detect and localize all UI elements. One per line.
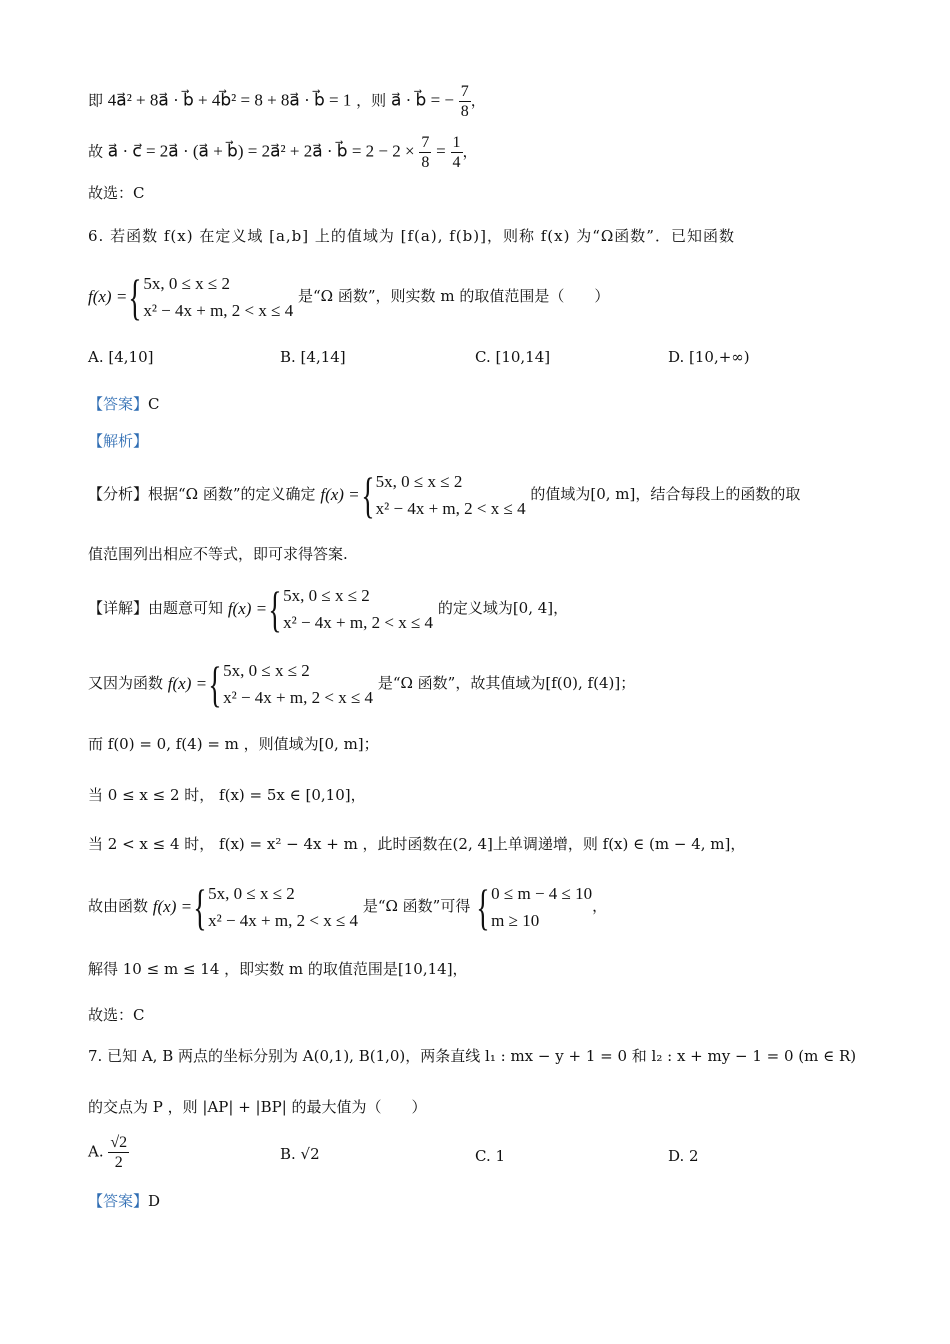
piece-a: 5x, 0 ≤ x ≤ 2	[143, 274, 230, 293]
inequality-system: { 0 ≤ m − 4 ≤ 10 m ≥ 10	[476, 879, 593, 935]
xiangjie-tail: 的定义域为[0, 4]，	[437, 599, 569, 617]
q7-option-a	[88, 1133, 129, 1172]
system-a: 0 ≤ m − 4 ≤ 10	[491, 884, 593, 903]
detail-line-6: 故由函数 f(x) = { 5x, 0 ≤ x ≤ 2 x² − 4x + m, 2 < x ≤ 4 是“Ω 函数”可得 { 0 ≤ m − 4 ≤ 10 m ≥ 10 ，	[88, 879, 608, 935]
piecewise-function: f(x) = { 5x, 0 ≤ x ≤ 2 x² − 4x + m, 2 < x ≤ 4	[152, 879, 359, 935]
piece-b: x² − 4x + m, 2 < x ≤ 4	[283, 613, 434, 632]
answer-select-1: 故选：C	[88, 184, 145, 202]
frac-den: 8	[421, 154, 430, 171]
answer-tag: 【答案】	[88, 1192, 149, 1210]
answer-7	[88, 1190, 160, 1211]
detail-line-5: 当 2 < x ≤ 4 时， f(x) = x² − 4x + m ，此时函数在(2, 4]上单调递增，则 f(x) ∈ (m − 4, m]，	[88, 835, 746, 853]
system-b: m ≥ 10	[491, 911, 540, 930]
vector-equation-1: 4a⃗² + 8a⃗ · b⃗ + 4b⃗² = 8 + 8a⃗ · b⃗ = 1	[107, 90, 352, 110]
fraction-sqrt2-2	[108, 1133, 129, 1172]
guyou-mid: 是“Ω 函数”可得	[362, 897, 471, 915]
detail-line-1	[88, 582, 568, 636]
question-6-tail: 是“Ω 函数”，则实数 m 的取值范围是（ ）	[298, 287, 610, 305]
frac-num: 7	[421, 134, 430, 151]
question-6-line-2	[88, 270, 609, 324]
vector-equation-2: a⃗ · c⃗ = 2a⃗ · (a⃗ + b⃗) = 2a⃗² + 2a⃗ · b⃗ = 2 − 2 ×	[107, 141, 415, 161]
piecewise-function: f(x) = { 5x, 0 ≤ x ≤ 2 x² − 4x + m, 2 < x ≤ 4	[88, 269, 294, 325]
q6-option-b: B. [4,14]	[280, 348, 346, 366]
frac-num: √2	[110, 1134, 128, 1151]
piece-a: 5x, 0 ≤ x ≤ 2	[283, 586, 370, 605]
function-label: f(x) =	[227, 599, 268, 618]
question-7-line-1: 7. 已知 A, B 两点的坐标分别为 A(0,1), B(1,0)，两条直线 l₁ : mx − y + 1 = 0 和 l₂ : x + my − 1 = 0 (m ∈ R)	[88, 1047, 857, 1065]
question-6-line-1: 6. 若函数 f(x) 在定义域 [a,b] 上的值域为 [f(a), f(b)]，则称 f(x) 为“Ω函数”．已知函数	[88, 227, 735, 245]
q6-option-a: A. [4,10]	[88, 348, 154, 366]
function-label: f(x) =	[167, 674, 208, 693]
frac-num: 1	[452, 134, 461, 151]
piece-b: x² − 4x + m, 2 < x ≤ 4	[223, 688, 374, 707]
q6-option-d: D. [10,+∞)	[668, 348, 750, 366]
function-label: f(x) =	[152, 897, 193, 916]
frac-den: 2	[114, 1154, 123, 1171]
eq-line-1: 即 4a⃗² + 8a⃗ · b⃗ + 4b⃗² = 8 + 8a⃗ · b⃗ = 1 ，则 a⃗ · b⃗ = − $\frac{7}{8}$ ，	[88, 83, 486, 120]
frac-num: 7	[460, 83, 469, 100]
fenxi-text: 根据“Ω 函数”的定义确定	[148, 485, 316, 503]
fraction-7-8	[459, 82, 471, 121]
answer-select-2: 故选：C	[88, 1006, 145, 1024]
answer-tag: 【答案】	[88, 395, 149, 413]
fraction-7-8b	[419, 133, 431, 172]
piecewise-function: f(x) = { 5x, 0 ≤ x ≤ 2 x² − 4x + m, 2 < x ≤ 4	[167, 656, 374, 712]
text-gu: 故	[88, 142, 104, 161]
piece-b: x² − 4x + m, 2 < x ≤ 4	[375, 499, 526, 518]
option-label: A.	[88, 1142, 104, 1161]
function-label: f(x) =	[320, 485, 360, 504]
function-label: f(x) =	[88, 287, 128, 306]
xiangjie-text: 由题意可知	[148, 599, 224, 617]
analysis-line-1	[88, 468, 800, 522]
xiangjie-tag: 【详解】	[88, 599, 149, 617]
piece-b: x² − 4x + m, 2 < x ≤ 4	[208, 911, 359, 930]
piece-a: 5x, 0 ≤ x ≤ 2	[375, 472, 463, 491]
answer-value: D	[148, 1192, 161, 1210]
question-7-line-2: 的交点为 P ，则 |AP| + |BP| 的最大值为（ ）	[88, 1098, 427, 1116]
eq-line-2: 故 a⃗ · c⃗ = 2a⃗ · (a⃗ + b⃗) = 2a⃗² + 2a⃗ · b⃗ = 2 − 2 × $\frac{7}{8}$ = $\frac{1}{4}$ ，	[88, 134, 478, 171]
answer-value: C	[148, 395, 160, 413]
q7-option-c: C. 1	[475, 1147, 506, 1165]
frac-den: 8	[460, 103, 469, 120]
fenxi-tail: 的值域为[0, m]，结合每段上的函数的取	[530, 485, 801, 503]
piecewise-function: f(x) = { 5x, 0 ≤ x ≤ 2 x² − 4x + m, 2 < x ≤ 4	[320, 467, 526, 523]
text-ze: ，则	[356, 91, 387, 110]
analysis-tag: 【解析】	[88, 432, 149, 450]
fenxi-tag: 【分析】	[88, 485, 149, 503]
q7-option-b: B. √2	[280, 1145, 320, 1163]
q7-option-d: D. 2	[668, 1147, 699, 1165]
text-ji: 即	[88, 91, 104, 110]
detail-line-7: 解得 10 ≤ m ≤ 14 ，即实数 m 的取值范围是[10,14]，	[88, 960, 468, 978]
q6-option-c: C. [10,14]	[475, 348, 551, 366]
guyou-text: 故由函数	[88, 897, 149, 915]
piece-b: x² − 4x + m, 2 < x ≤ 4	[143, 301, 294, 320]
frac-den: 4	[452, 154, 461, 171]
piece-a: 5x, 0 ≤ x ≤ 2	[223, 661, 310, 680]
youwei-text: 又因为函数	[88, 674, 164, 692]
analysis-line-2: 值范围列出相应不等式，即可求得答案.	[88, 545, 348, 563]
answer-6	[88, 393, 160, 414]
piece-a: 5x, 0 ≤ x ≤ 2	[208, 884, 295, 903]
detail-line-3: 而 f(0) = 0, f(4) = m ，则值域为[0, m]；	[88, 735, 379, 753]
vector-equation-1b: a⃗ · b⃗ = −	[390, 90, 454, 110]
piecewise-function: f(x) = { 5x, 0 ≤ x ≤ 2 x² − 4x + m, 2 < x ≤ 4	[227, 581, 434, 637]
detail-line-4: 当 0 ≤ x ≤ 2 时， f(x) = 5x ∈ [0,10]，	[88, 786, 366, 804]
detail-line-2	[88, 657, 635, 711]
fraction-1-4	[451, 133, 463, 172]
youwei-tail: 是“Ω 函数”，故其值域为[f(0), f(4)]；	[377, 674, 636, 692]
